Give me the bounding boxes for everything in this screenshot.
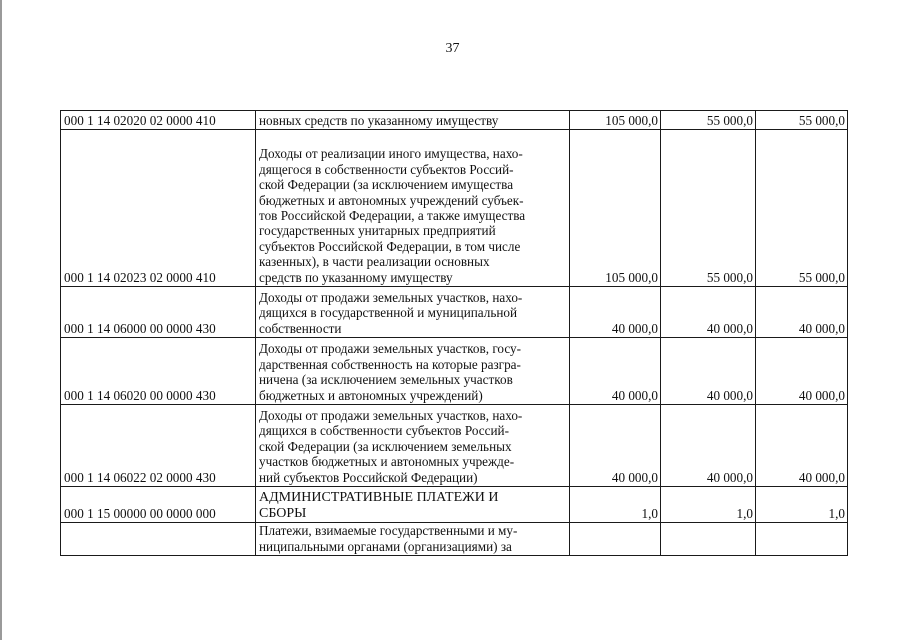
table-row	[61, 287, 848, 338]
amount-year-3-cell: 40 000,0	[756, 287, 848, 338]
budget-code-cell: 000 1 14 02020 02 0000 410	[61, 111, 256, 130]
amount-year-3-cell: 55 000,0	[756, 111, 848, 130]
amount-year-1-cell: 105 000,0	[570, 130, 661, 287]
amount-year-2-cell: 1,0	[661, 487, 756, 523]
income-name-cell: Доходы от реализации иного имущества, нахо- дящегося в собственности субъектов Россий- ской Федерации (за исключением имущества бюджетных и автономных учреждений субъек- тов Российской Федерации, а также имущества государственных унитарных предприятий субъектов Российской Федерации, в том числе казенных), в части реализации основных средств по указанному имуществу	[256, 130, 570, 287]
budget-code-cell	[61, 523, 256, 556]
income-name-cell: новных средств по указанному имуществу	[256, 111, 570, 130]
table-row	[61, 487, 848, 523]
amount-year-1-cell: 1,0	[570, 487, 661, 523]
income-name-cell: Доходы от продажи земельных участков, госу- дарственная собственность на которые разгра- ничена (за исключением земельных участков бюджетных и автономных учреждений)	[256, 338, 570, 405]
table-row	[61, 523, 848, 556]
budget-code-cell: 000 1 14 06000 00 0000 430	[61, 287, 256, 338]
amount-year-2-cell: 40 000,0	[661, 405, 756, 487]
budget-code-cell: 000 1 14 02023 02 0000 410	[61, 130, 256, 287]
income-name-cell: Платежи, взимаемые государственными и му- ниципальными органами (организациями) за	[256, 523, 570, 556]
table-row	[61, 405, 848, 487]
budget-code-cell: 000 1 15 00000 00 0000 000	[61, 487, 256, 523]
amount-year-1-cell: 40 000,0	[570, 287, 661, 338]
income-name-cell: АДМИНИСТРАТИВНЫЕ ПЛАТЕЖИ И СБОРЫ	[256, 487, 570, 523]
amount-year-1-cell	[570, 523, 661, 556]
table-row	[61, 111, 848, 130]
amount-year-1-cell: 40 000,0	[570, 405, 661, 487]
income-name-cell: Доходы от продажи земельных участков, нахо- дящихся в государственной и муниципальной собственности	[256, 287, 570, 338]
amount-year-3-cell: 1,0	[756, 487, 848, 523]
income-name-cell: Доходы от продажи земельных участков, нахо- дящихся в собственности субъектов Россий- ской Федерации (за исключением земельных участков бюджетных и автономных учрежде- ний субъектов Российской Федерации)	[256, 405, 570, 487]
page-left-edge	[0, 0, 2, 640]
amount-year-2-cell	[661, 523, 756, 556]
amount-year-2-cell: 55 000,0	[661, 111, 756, 130]
table-row	[61, 130, 848, 287]
amount-year-3-cell: 55 000,0	[756, 130, 848, 287]
amount-year-3-cell	[756, 523, 848, 556]
budget-code-cell: 000 1 14 06020 00 0000 430	[61, 338, 256, 405]
table-row	[61, 338, 848, 405]
budget-income-table	[60, 110, 848, 556]
amount-year-1-cell: 40 000,0	[570, 338, 661, 405]
amount-year-3-cell: 40 000,0	[756, 405, 848, 487]
amount-year-1-cell: 105 000,0	[570, 111, 661, 130]
amount-year-2-cell: 55 000,0	[661, 130, 756, 287]
page-number: 37	[445, 41, 460, 56]
budget-code-cell: 000 1 14 06022 02 0000 430	[61, 405, 256, 487]
amount-year-3-cell: 40 000,0	[756, 338, 848, 405]
amount-year-2-cell: 40 000,0	[661, 287, 756, 338]
amount-year-2-cell: 40 000,0	[661, 338, 756, 405]
